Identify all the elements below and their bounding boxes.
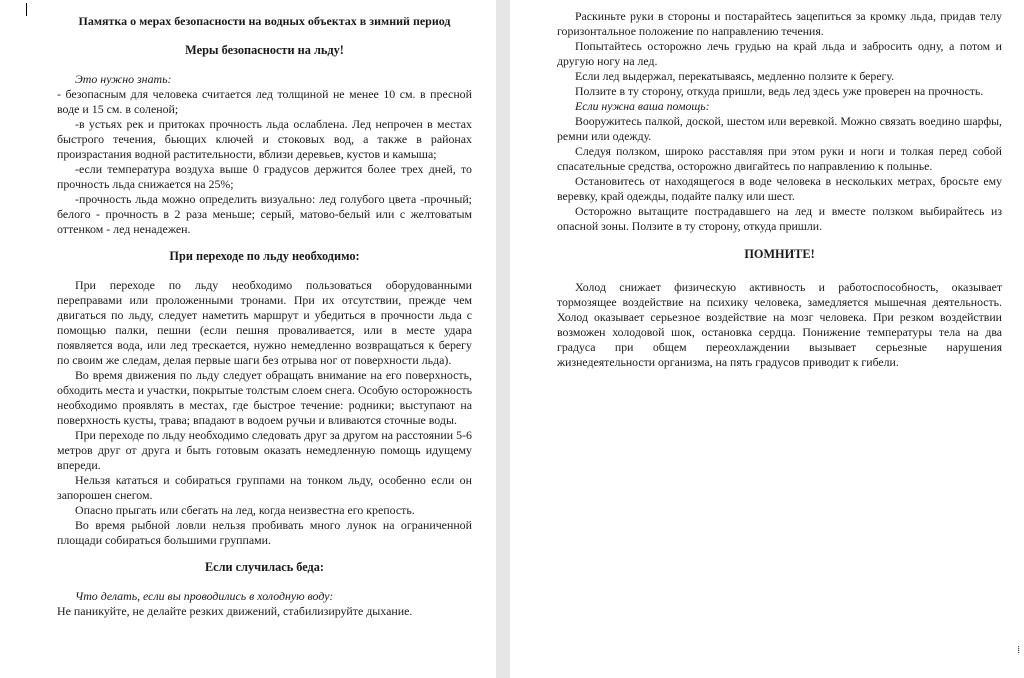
- text-cursor: [26, 3, 27, 16]
- heading-remember: ПОМНИТЕ!: [744, 247, 815, 261]
- right-paragraph-4: Ползите в ту сторону, откуда пришли, ведь лед здесь уже проверен на прочность.: [575, 84, 984, 98]
- remember-paragraph: Холод снижает физическую активность и работоспособность, оказывает тормозящее воздействие на психику человека, замедляется мышечная деятельность. Холод оказывает серьезное воздействие на мозг человека. При резком воздействии возможен холодовой шок, остановка сердца. Понижение температуры тела на два градуса при общем переохлаждении вызывает серьезные нарушения жизнедеятельности организма, на пять градусов приводит к гибели.: [557, 280, 1002, 369]
- right-paragraph-1: Раскиньте руки в стороны и постарайтесь зацепиться за кромку льда, придав телу горизонтальное положение по направлению течения.: [557, 9, 1002, 38]
- heading-crossing-ice: При переходе по льду необходимо:: [169, 249, 360, 263]
- know-item-3: -если температура воздуха выше 0 градусов держится более трех дней, то прочность льда снижается на 25%;: [57, 162, 472, 191]
- crossing-paragraph-3: При переходе по льду необходимо следовать друг за другом на расстоянии 5-6 метров друг от друга и быть готовым оказать немедленную помощь идущему впереди.: [57, 428, 472, 472]
- help-paragraph-4: Осторожно вытащите пострадавшего на лед и вместе ползком выбирайтесь из опасной зоны. Ползите в ту сторону, откуда пришли.: [557, 204, 1002, 233]
- crossing-paragraph-6: Во время рыбной ловли нельзя пробивать много лунок на ограниченной площади собираться большими группами.: [57, 518, 472, 547]
- trouble-text: Не паникуйте, не делайте резких движений, стабилизируйте дыхание.: [57, 604, 413, 618]
- know-item-1: - безопасным для человека считается лед толщиной не менее 10 см. в пресной воде и 15 см. в соленой;: [57, 87, 472, 116]
- document-page-left: [0, 0, 496, 678]
- help-paragraph-3: Остановитесь от находящегося в воде человека в нескольких метрах, бросьте ему веревку, край одежды, подайте палку или шест.: [557, 174, 1002, 203]
- know-label: Это нужно знать:: [75, 72, 172, 86]
- crossing-paragraph-4: Нельзя кататься и собираться группами на тонком льду, особенно если он запорошен снегом.: [57, 473, 472, 502]
- heading-trouble: Если случилась беда:: [204, 560, 325, 574]
- crossing-paragraph-5: Опасно прыгать или сбегать на лед, когда неизвестна его крепость.: [75, 503, 415, 517]
- help-paragraph-2: Следуя ползком, широко расставляя при этом руки и ноги и толкая перед собой спасательные средства, осторожно двигайтесь по направлению к полынье.: [557, 144, 1002, 173]
- right-paragraph-2: Попытайтесь осторожно лечь грудью на край льда и забросить одну, а потом и другую ногу на лед.: [557, 39, 1002, 68]
- help-label: Если нужна ваша помощь:: [575, 99, 710, 113]
- crossing-paragraph-2: Во время движения по льду следует обращать внимание на его поверхность, обходить места и участки, покрытые толстым слоем снега. Особую осторожность необходимо проявлять в местах, где быстрое течение: родники; выступают на поверхность кусты, трава; впадают в водоем ручьи и вливаются сточные воды.: [57, 368, 473, 427]
- help-paragraph-1: Вооружитесь палкой, доской, шестом или веревкой. Можно связать воедино шарфы, ремни или одежду.: [557, 114, 1002, 143]
- page-corner-mark-icon: ⁞: [1017, 645, 1020, 656]
- right-paragraph-3: Если лед выдержал, перекатываясь, медленно ползите к берегу.: [575, 69, 895, 83]
- know-item-4: -прочность льда можно определить визуально: лед голубого цвета -прочный; белого - прочность в 2 раза меньше; серый, матово-белый или с желтоватым оттенком - лед ненадежен.: [57, 192, 472, 236]
- heading-ice-safety: Меры безопасности на льду!: [185, 43, 344, 57]
- crossing-paragraph-1: При переходе по льду необходимо пользоваться оборудованными переправами или проложенными тронами. При их отсутствии, прежде чем двигаться по льду, следует наметить маршрут и убедиться в прочности льда с помощью палки, пешни (если пешня проваливается, или в месте удара появляется вода, или лед трескается, нужно немедленно возвращаться к берегу по своим же следам, делая первые шаги без отрыва ног от поверхности льда).: [57, 278, 472, 367]
- document-title: Памятка о мерах безопасности на водных объектах в зимний период: [78, 14, 451, 28]
- trouble-label: Что делать, если вы проводились в холодную воду:: [75, 589, 334, 603]
- document-page-right: [510, 0, 1024, 678]
- know-item-2: -в устьях рек и притоках прочность льда ослаблена. Лед непрочен в местах быстрого течения, бьющих ключей и стоковых вод, а также в районах произрастания водной растительности, вблизи деревьев, кустов и камыша;: [57, 117, 472, 161]
